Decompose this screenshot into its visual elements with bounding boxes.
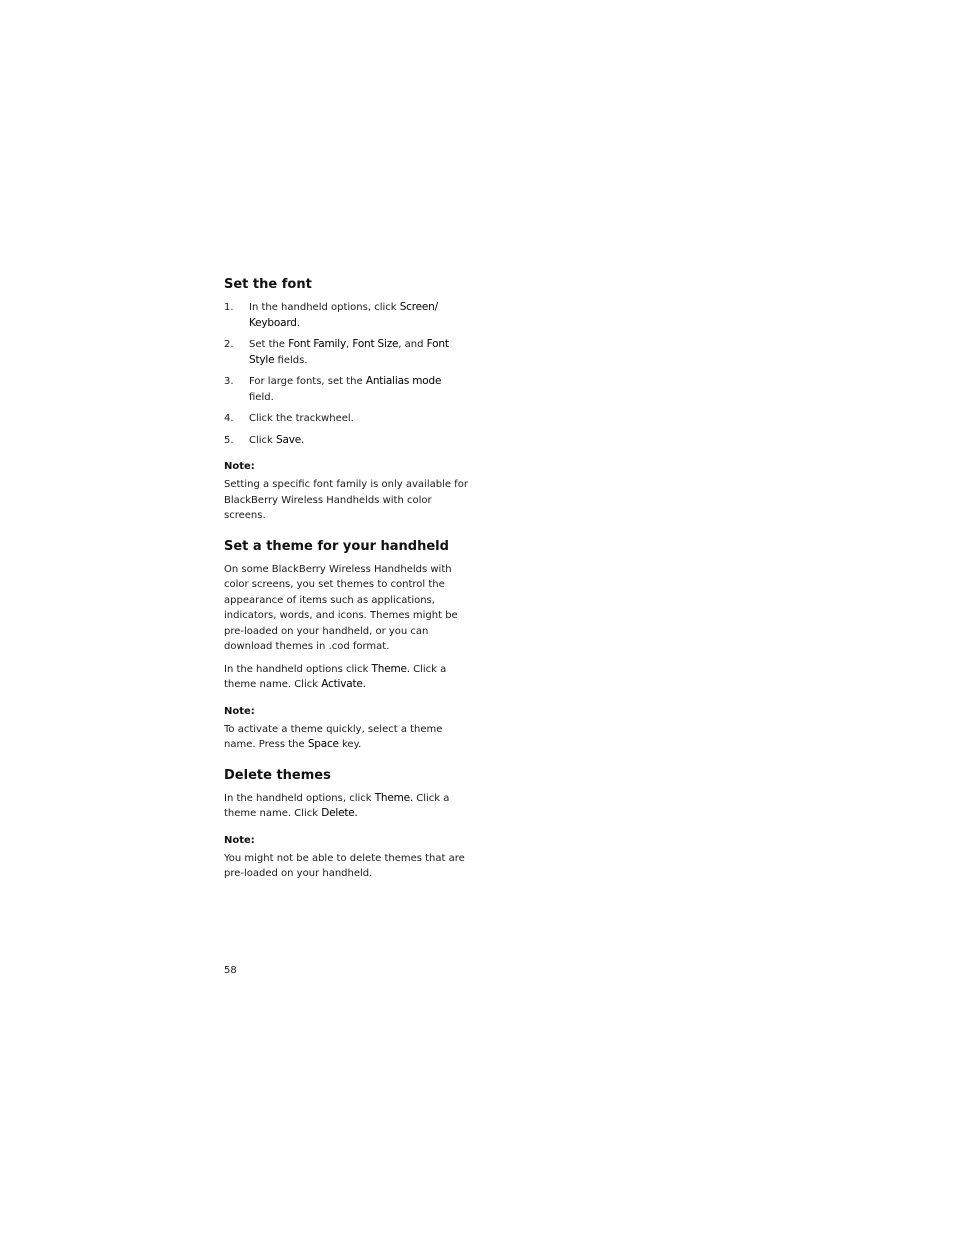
paragraph: In the handheld options, click Theme. Click a theme name. Click Delete. bbox=[224, 791, 450, 819]
ui-term: Delete. bbox=[321, 807, 358, 819]
ui-term: Antialias mode bbox=[365, 375, 442, 387]
step-item bbox=[224, 411, 469, 427]
ui-term: Font Size bbox=[352, 338, 399, 350]
step-number: 4. bbox=[224, 413, 234, 424]
section-title: Set the font bbox=[224, 277, 312, 292]
ui-term: Theme. bbox=[371, 662, 410, 675]
step-text: Click Save. bbox=[249, 433, 305, 446]
paragraph: On some BlackBerry Wireless Handhelds with color screens, you set themes to control the appearance of items such as applications, indicators, words, and icons. Themes might be pre-loaded on your handheld, or you can download themes in .cod format. bbox=[224, 563, 458, 652]
note-label: Note: bbox=[224, 834, 255, 846]
note-label: Note: bbox=[224, 705, 255, 717]
note-text: Setting a specific font family is only available for BlackBerry Wireless Handhelds with color screens. bbox=[224, 479, 468, 521]
ui-term: Font Family bbox=[288, 338, 346, 350]
step-item bbox=[224, 433, 469, 449]
step-number: 2. bbox=[224, 339, 234, 350]
ui-term: Activate. bbox=[321, 678, 366, 690]
step-text: Click the trackwheel. bbox=[249, 413, 354, 424]
paragraph: In the handheld options click Theme. Click a theme name. Click Activate. bbox=[224, 662, 447, 690]
ui-term: Save. bbox=[276, 433, 305, 446]
section-title: Delete themes bbox=[224, 767, 331, 783]
step-number: 5. bbox=[224, 434, 234, 446]
step-item bbox=[224, 337, 469, 368]
step-text: For large fonts, set the Antialias mode field. bbox=[249, 375, 442, 403]
ui-term: Screen/ Keyboard. bbox=[249, 301, 438, 329]
step-item bbox=[224, 300, 469, 331]
steps-list bbox=[224, 300, 469, 448]
step-text: In the handheld options, click Screen/ Keyboard. bbox=[249, 301, 438, 329]
note-label: Note: bbox=[224, 461, 255, 472]
section-title: Set a theme for your handheld bbox=[224, 538, 449, 554]
ui-term: Font Style bbox=[249, 338, 449, 366]
page-number: 58 bbox=[224, 965, 237, 976]
note-text: You might not be able to delete themes that are pre-loaded on your handheld. bbox=[224, 852, 465, 879]
ui-term: Space bbox=[307, 738, 339, 750]
section-set-font bbox=[224, 276, 469, 524]
step-item bbox=[224, 374, 469, 405]
section-set-theme bbox=[224, 538, 469, 753]
ui-term: Theme. bbox=[374, 791, 414, 804]
section-delete-themes bbox=[224, 767, 469, 882]
content-column bbox=[224, 276, 469, 896]
note-text: To activate a theme quickly, select a theme name. Press the Space key. bbox=[224, 723, 443, 750]
step-number: 1. bbox=[224, 302, 234, 313]
step-text: Set the Font Family, Font Size, and Font Style fields. bbox=[249, 338, 449, 366]
step-number: 3. bbox=[224, 376, 234, 387]
